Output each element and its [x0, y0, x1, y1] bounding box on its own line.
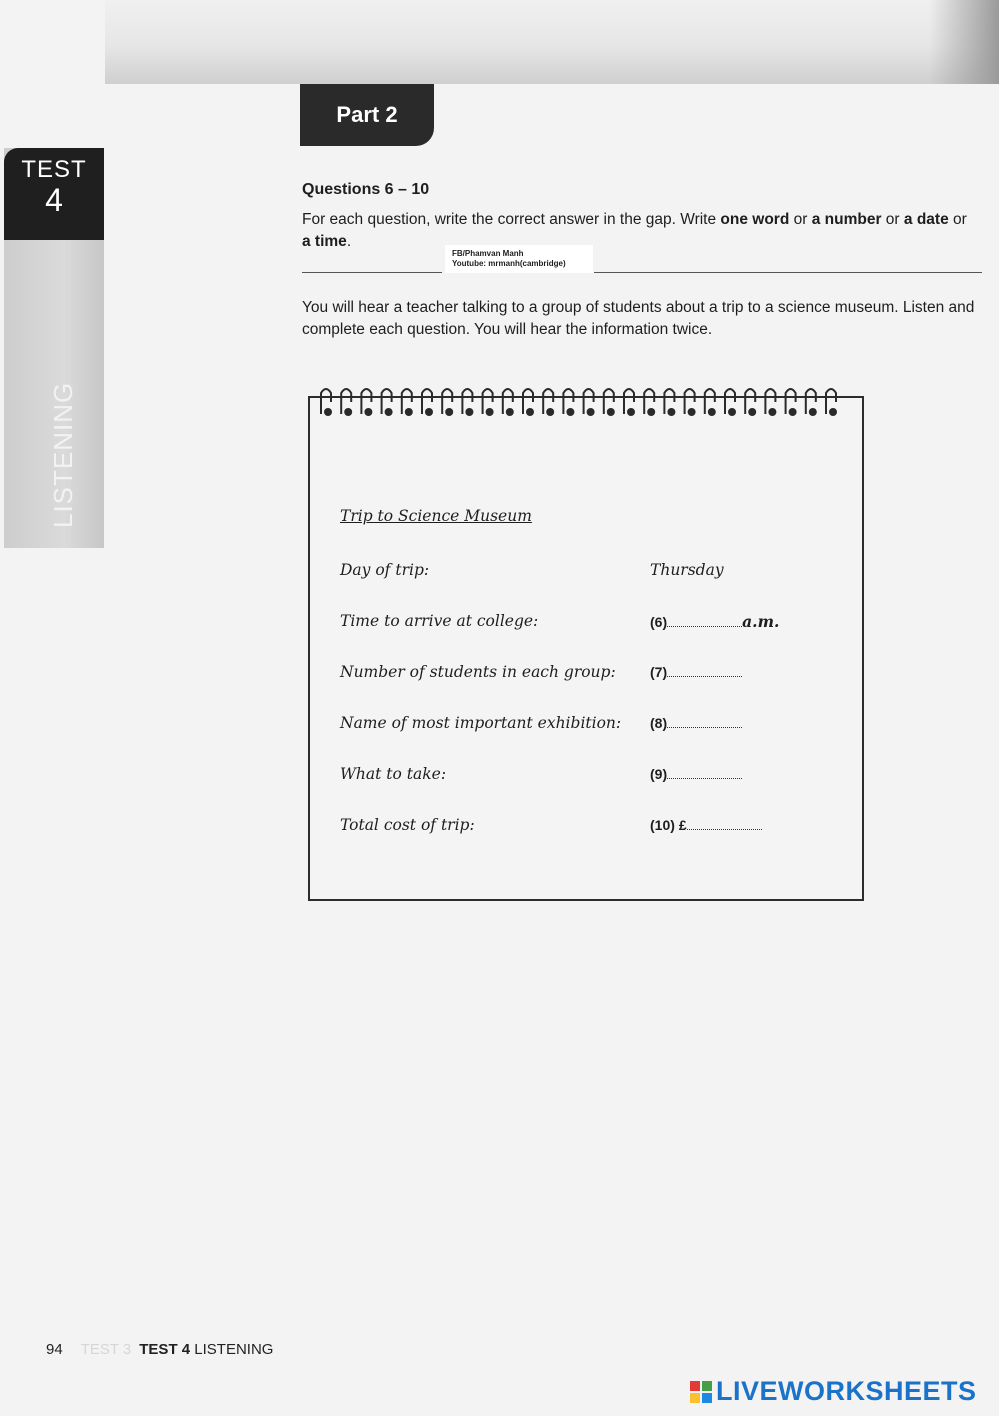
row-label: Time to arrive at college:: [340, 612, 539, 630]
answer-gap[interactable]: [667, 666, 742, 677]
spiral-ring: [624, 389, 635, 416]
brand-square: [690, 1393, 700, 1403]
answer-gap[interactable]: [667, 717, 742, 728]
instruction-text: or: [948, 211, 967, 228]
spiral-ring: [765, 389, 776, 416]
side-section-label: LISTENING: [48, 381, 78, 528]
part-tab: [300, 84, 434, 146]
spiral-ring: [361, 389, 372, 416]
spiral-ring: [644, 389, 655, 416]
spiral-ring: [826, 389, 837, 416]
spiral-ring: [422, 389, 433, 416]
brand-square: [702, 1381, 712, 1391]
questions-title: Questions 6 – 10: [302, 181, 430, 198]
row-label: Number of students in each group:: [340, 663, 616, 681]
notebook-title: Trip to Science Museum: [340, 507, 532, 525]
unit-suffix: a.m.: [742, 612, 780, 631]
spiral-ring: [806, 389, 817, 416]
spiral-ring: [402, 389, 413, 416]
spiral-ring: [503, 389, 514, 416]
question-number: (7): [650, 664, 668, 680]
answer-gap[interactable]: [667, 616, 742, 627]
row-label: What to take:: [340, 765, 447, 783]
question-number: (9): [650, 766, 668, 782]
row-value: [650, 816, 762, 834]
instruction-text: or: [789, 211, 812, 228]
spiral-ring: [341, 389, 352, 416]
page-number: 94: [46, 1341, 63, 1358]
credit-line: Youtube: mrmanh(cambridge): [452, 259, 566, 268]
spiral-ring: [604, 389, 615, 416]
instructions: [302, 209, 972, 253]
row-label: Name of most important exhibition:: [340, 714, 622, 732]
side-test-label: TEST: [21, 156, 87, 183]
spiral-ring: [584, 389, 595, 416]
row-value: [650, 561, 724, 579]
side-test-number: 4: [45, 182, 63, 218]
row-value: [650, 765, 742, 783]
footer-section: LISTENING: [194, 1341, 274, 1358]
answer-gap[interactable]: [687, 819, 762, 830]
row-value: [650, 612, 779, 631]
question-number: (8): [650, 715, 668, 731]
part-label: Part 2: [336, 102, 398, 127]
instruction-text: .: [346, 233, 352, 250]
question-number: (10): [650, 817, 675, 833]
spiral-ring: [321, 389, 332, 416]
row-value: [650, 663, 742, 681]
spiral-ring: [462, 389, 473, 416]
instruction-bold: a time: [302, 233, 347, 250]
credit-line: FB/Phamvan Manh: [452, 249, 524, 258]
spiral-ring: [786, 389, 797, 416]
brand-square: [702, 1393, 712, 1403]
spiral-binding: [318, 384, 848, 420]
credit-label: [445, 245, 593, 273]
brand-logo[interactable]: [690, 1376, 977, 1407]
page-footer: [46, 1341, 273, 1358]
spiral-ring: [483, 389, 494, 416]
side-tab: [4, 148, 104, 548]
row-label: Total cost of trip:: [340, 816, 475, 834]
row-value: [650, 714, 742, 732]
answer-value: Thursday: [650, 561, 724, 579]
spiral-ring: [664, 389, 675, 416]
spiral-ring: [563, 389, 574, 416]
instruction-bold: a number: [811, 211, 882, 228]
question-number: (6): [650, 614, 668, 630]
spiral-ring: [725, 389, 736, 416]
brand-name: LIVEWORKSHEETS: [716, 1376, 977, 1406]
footer-ghost-text: TEST 3: [80, 1341, 132, 1358]
row-label: Day of trip:: [340, 561, 430, 579]
spiral-ring: [705, 389, 716, 416]
spiral-ring: [745, 389, 756, 416]
instruction-text: For each question, write the correct answer in the gap. Write: [302, 211, 721, 228]
instruction-text: or: [881, 211, 904, 228]
side-tab-header: [4, 148, 104, 240]
answer-gap[interactable]: [667, 768, 742, 779]
footer-test: TEST 4: [139, 1341, 191, 1358]
divider: [302, 272, 442, 273]
instruction-bold: a date: [903, 211, 949, 228]
currency-symbol: £: [678, 817, 687, 833]
spiral-ring: [685, 389, 696, 416]
spiral-ring: [523, 389, 534, 416]
intro-text: You will hear a teacher talking to a group of students about a trip to a science museum. Listen and complete each question. You will hear the information twice.: [302, 299, 975, 338]
divider: [594, 272, 982, 273]
spiral-ring: [382, 389, 393, 416]
spiral-ring: [442, 389, 453, 416]
brand-square: [690, 1381, 700, 1391]
spiral-ring: [543, 389, 554, 416]
instruction-bold: one word: [720, 211, 790, 228]
top-photo-band: [105, 0, 999, 84]
brand-grid-icon: [690, 1381, 712, 1403]
